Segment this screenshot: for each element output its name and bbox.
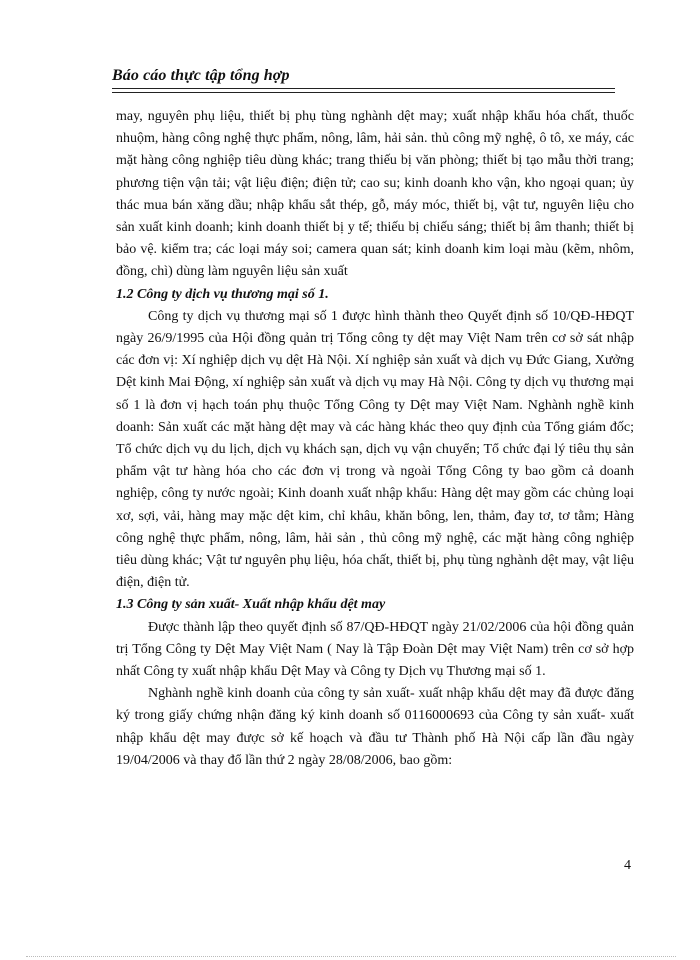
section-1-2-paragraph: Công ty dịch vụ thương mại số 1 được hình thành theo Quyết định số 10/QĐ-HĐQT ngày 26/9/1995 của Hội đồng quản trị Tổng công ty dệt may Việt Nam trên cơ sở sát nhập các đơn vị: Xí nghiệp dịch vụ dệt Hà Nội. Xí nghiệp sản xuất và dịch vụ Đức Giang, Xưởng Dệt kinh Mai Động, xí nghiệp sản xuất và dịch vụ may Hà Nội. Công ty dịch vụ thương mại số 1 là đơn vị hạch toán phụ thuộc Tổng Công ty Dệt may Việt Nam. Nghành nghề kinh doanh: Sản xuất các mặt hàng dệt may và các hàng khác theo quy định của Tổng giám đốc; Tổ chức dịch vụ du lịch, dịch vụ khách sạn, dịch vụ vận chuyển; Tổ chức đại lý tiêu thụ sản phẩm vật tư hàng hóa cho các đơn vị trong và ngoài Tổng Công ty bao gồm cả doanh nghiệp, công ty nước ngoài; Kinh doanh xuất nhập khẩu: Hàng dệt may gồm các chủng loại xơ, sợi, vải, hàng may mặc dệt kim, chỉ khâu, khăn bông, len, thảm, đay tơ, tơ tằm; Hàng công nghệ thực phẩm, nông, lâm, hải sản , thủ công mỹ nghệ, các mặt hàng công nghiệp tiêu dùng khác; Vật tư nguyên phụ liệu, hóa chất, thiết bị, phụ tùng nghành dệt may, vật liệu điện, điện tử. <box>116 308 634 591</box>
section-1-3-paragraph-1: Được thành lập theo quyết định số 87/QĐ-HĐQT ngày 21/02/2006 của hội đồng quản trị Tổng Công ty Dệt May Việt Nam ( Nay là Tập Đoàn Dệt may Việt Nam) trên cơ sở hợp nhất Công ty xuất nhập khẩu Dệt May và Công ty Dịch vụ Thương mại số 1. <box>116 619 634 680</box>
section-1-3-paragraph-2: Nghành nghề kinh doanh của công ty sản xuất- xuất nhập khẩu dệt may đã được đăng ký trong giấy chứng nhận đăng ký kinh doanh số 0116000693 của Công ty sản xuất- xuất nhập khẩu dệt may được sở kế hoạch và đầu tư Thành phố Hà Nội cấp lần đầu ngày 19/04/2006 và thay đổ lần thứ 2 ngày 28/08/2006, bao gồm: <box>116 686 634 768</box>
page-bottom-border <box>26 956 676 957</box>
page-header-title: Báo cáo thực tập tổng hợp <box>112 67 290 84</box>
document-body <box>116 106 634 772</box>
page-number: 4 <box>624 858 631 873</box>
header-divider <box>112 88 615 93</box>
intro-paragraph: may, nguyên phụ liệu, thiết bị phụ tùng nghành dệt may; xuất nhập khẩu hóa chất, thuốc nhuộm, hàng công nghệ thực phẩm, nông, lâm, hải sản. thủ công mỹ nghệ, ô tô, xe máy, các mặt hàng công nghiệp tiêu dùng khác; trang thiếu bị văn phòng; thiết bị tạo mẫu thời trang; phương tiện vận tải; vật liệu điện; điện tử; cao su; kinh doanh kho vận, kho ngoại quan; ủy thác mua bán xăng dầu; nhập khẩu sắt thép, gỗ, máy móc, thiết bị, vật tư, nguyên liệu cho sản xuất kinh doanh; kinh doanh thiết bị y tế; thiếu bị chiếu sáng; thiết bị âm thanh; thiết bị bảo vệ. kiểm tra; các loại máy soi; camera quan sát; kinh doanh kim loại màu (kẽm, nhôm, đồng, chì) dùng làm nguyên liệu sản xuất <box>116 109 634 280</box>
section-1-2-heading: 1.2 Công ty dịch vụ thương mại số 1. <box>116 286 329 302</box>
section-1-3-heading: 1.3 Công ty sản xuất- Xuất nhập khẩu dệt may <box>116 597 386 613</box>
